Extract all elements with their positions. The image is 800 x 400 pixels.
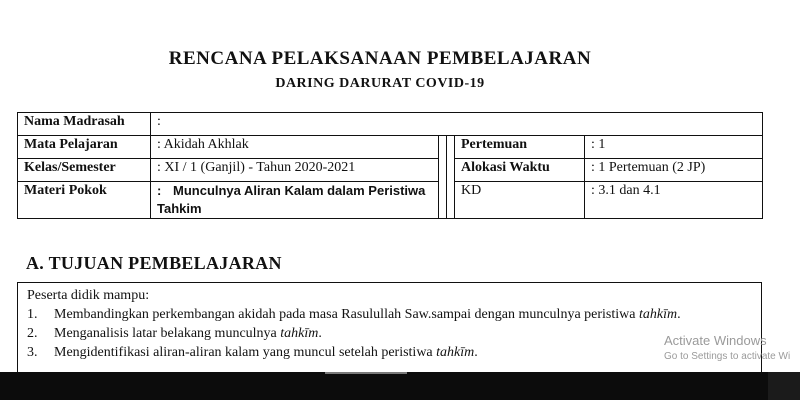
spacer-cell — [447, 136, 455, 159]
spacer-cell — [447, 159, 455, 182]
materi-label: Materi Pokok — [18, 182, 151, 219]
list-number: 3. — [27, 345, 38, 360]
list-tail: . — [318, 326, 322, 341]
taskbar[interactable] — [0, 372, 800, 400]
list-text: Mengidentifikasi aliran-aliran kalam yang muncul setelah peristiwa — [54, 345, 437, 360]
list-item — [27, 343, 752, 362]
list-item — [27, 324, 752, 343]
list-term: tahkīm — [280, 326, 319, 341]
mapel-label: Mata Pelajaran — [18, 136, 151, 159]
taskbar-active-indicator — [325, 372, 407, 374]
list-text: Membandingkan perkembangan akidah pada masa Rasulullah Saw.sampai dengan munculnya peristiwa — [54, 307, 639, 322]
madrasah-label: Nama Madrasah — [18, 113, 151, 136]
list-tail: . — [677, 307, 681, 322]
table-row — [18, 159, 763, 182]
list-item — [27, 305, 752, 324]
kd-label: KD — [455, 182, 585, 219]
activation-watermark-hint[interactable]: Go to Settings to activate Wi — [664, 351, 791, 362]
list-tail: . — [474, 345, 478, 360]
table-row — [18, 136, 763, 159]
document-title: RENCANA PELAKSANAAN PEMBELAJARAN — [168, 48, 592, 69]
table-row — [18, 182, 763, 219]
document-subtitle: DARING DARURAT COVID-19 — [275, 76, 485, 91]
alokasi-label: Alokasi Waktu — [455, 159, 585, 182]
list-number: 1. — [27, 307, 38, 322]
materi-colon: : — [157, 183, 162, 198]
pertemuan-label: Pertemuan — [455, 136, 585, 159]
kd-value: : 3.1 dan 4.1 — [585, 182, 763, 219]
objectives-box — [17, 282, 762, 378]
materi-value-cell — [151, 182, 439, 219]
spacer-cell — [439, 159, 447, 182]
madrasah-value: : — [151, 113, 763, 136]
list-term: tahkīm — [638, 307, 678, 322]
list-text: Menganalisis latar belakang munculnya — [54, 326, 281, 341]
objectives-intro: Peserta didik mampu: — [27, 288, 150, 303]
materi-value: Munculnya Aliran Kalam dalam Peristiwa Tahkim — [157, 183, 426, 216]
pertemuan-value: : 1 — [585, 136, 763, 159]
table-row — [18, 113, 763, 136]
show-desktop-button[interactable] — [768, 372, 800, 400]
mapel-value: : Akidah Akhlak — [151, 136, 439, 159]
info-table — [17, 112, 763, 219]
list-term: tahkīm — [436, 345, 475, 360]
objectives-list — [27, 305, 752, 362]
spacer-cell — [439, 136, 447, 159]
kelas-label: Kelas/Semester — [18, 159, 151, 182]
alokasi-value: : 1 Pertemuan (2 JP) — [585, 159, 763, 182]
spacer-cell — [439, 182, 447, 219]
kelas-value: : XI / 1 (Ganjil) - Tahun 2020-2021 — [151, 159, 439, 182]
list-number: 2. — [27, 326, 38, 341]
spacer-cell — [447, 182, 455, 219]
section-heading: A. TUJUAN PEMBELAJARAN — [26, 253, 282, 273]
activation-watermark-title: Activate Windows — [664, 333, 767, 348]
